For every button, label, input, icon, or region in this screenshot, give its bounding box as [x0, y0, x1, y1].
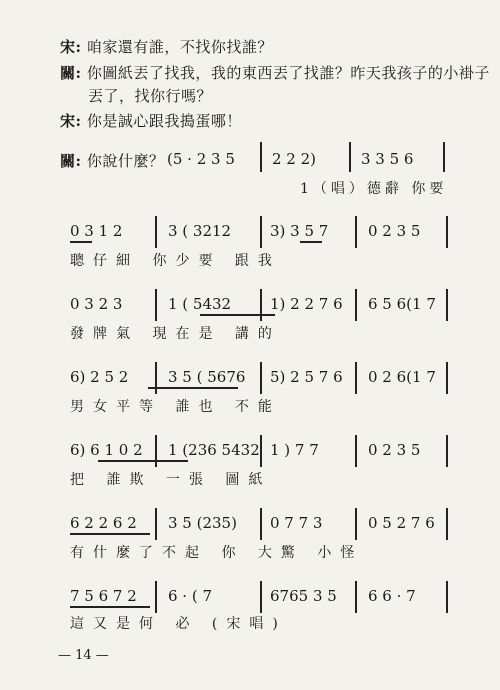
barline: [355, 362, 357, 394]
measure: 1 ( 5432: [168, 295, 232, 313]
barline: [355, 435, 357, 467]
measure: 5) 2 5 7 6: [270, 368, 343, 386]
measure: (5 · 2 3 5: [167, 150, 235, 168]
lyrics-line: 這又是何 必 (宋唱): [70, 616, 287, 632]
barline: [260, 508, 262, 540]
barline: [355, 508, 357, 540]
measure: 0 2 6(1 7: [368, 368, 436, 386]
barline: [155, 289, 157, 321]
measure: 3 5 ( 5676: [168, 368, 246, 386]
lyrics-line: 1（唱）德辭 你要: [300, 181, 448, 197]
measure: 6 · ( 7: [168, 587, 213, 605]
barline: [443, 142, 445, 172]
lyrics-line: 聰仔細 你少要 跟我: [70, 253, 281, 269]
dialogue-text: 你圖紙丟了找我，我的東西丟了找誰？昨天我孩子的小褂子: [86, 64, 490, 82]
speaker-label: 關:: [60, 152, 82, 170]
measure: 6 2 2 6 2: [70, 514, 137, 532]
measure: 6 6 · 7: [368, 587, 416, 605]
measure: 0 3 1 2: [70, 222, 123, 240]
barline: [260, 362, 262, 394]
song-lead-text: 你說什麼？: [86, 152, 165, 170]
speaker-label: 關:: [60, 64, 82, 82]
underline: [70, 606, 150, 608]
measure: 6) 6 1 0 2: [70, 441, 143, 459]
underline: [98, 460, 188, 462]
underline: [148, 387, 238, 389]
speaker-label: 宋:: [60, 38, 82, 56]
lyrics-line: 發牌氣 現在是 講的: [70, 326, 281, 342]
barline: [260, 435, 262, 467]
barline: [155, 216, 157, 248]
barline: [446, 508, 448, 540]
measure: 0 7 7 3: [270, 514, 323, 532]
dialogue-line: [60, 36, 273, 57]
dialogue-line: [60, 62, 490, 83]
measure: 3 3 5 6: [361, 150, 414, 168]
barline: [355, 289, 357, 321]
measure: 1 ) 7 7: [270, 441, 319, 459]
barline: [349, 142, 351, 172]
barline: [260, 216, 262, 248]
barline: [446, 289, 448, 321]
barline: [446, 581, 448, 613]
barline: [155, 362, 157, 394]
measure: 3 ( 3212: [168, 222, 232, 240]
dialogue-line: [88, 85, 212, 106]
barline: [355, 216, 357, 248]
barline: [155, 508, 157, 540]
measure: 2 2 2): [272, 150, 317, 168]
barline: [155, 435, 157, 467]
barline: [155, 581, 157, 613]
barline: [260, 289, 262, 321]
dialogue-text: 丟了，找你行嗎？: [88, 87, 213, 105]
dialogue-text: 你是誠心跟我搗蛋哪！: [86, 112, 242, 130]
lyrics-line: 男女平等 誰也 不能: [70, 399, 281, 415]
underline: [70, 241, 92, 243]
barline: [446, 435, 448, 467]
underline: [300, 241, 322, 243]
barline: [260, 142, 262, 172]
speaker-label: 宋:: [60, 112, 82, 130]
measure: 3 5 (235): [168, 514, 237, 532]
underline: [70, 533, 150, 535]
measure: 3) 3 5 7: [270, 222, 329, 240]
measure: 7 5 6 7 2: [70, 587, 137, 605]
barline: [260, 581, 262, 613]
song-intro: [60, 150, 164, 171]
measure: 0 3 2 3: [70, 295, 123, 313]
measure: 6 5 6(1 7: [368, 295, 436, 313]
underline: [200, 314, 275, 316]
dialogue-text: 咱家還有誰，不找你找誰？: [86, 38, 273, 56]
measure: 1) 2 2 7 6: [270, 295, 343, 313]
measure: 0 2 3 5: [368, 222, 421, 240]
measure: 6) 2 5 2: [70, 368, 129, 386]
lyrics-line: 有什麼了不起 你 大驚 小怪: [70, 545, 364, 561]
measure: 6765 3 5: [270, 587, 337, 605]
page-number: — 14 —: [58, 648, 109, 663]
barline: [355, 581, 357, 613]
barline: [446, 362, 448, 394]
dialogue-line: [60, 110, 242, 131]
measure: 0 5 2 7 6: [368, 514, 435, 532]
measure: 1 (236 5432: [168, 441, 260, 459]
lyrics-line: 把 誰欺 一張 圖紙: [70, 472, 272, 488]
barline: [446, 216, 448, 248]
measure: 0 2 3 5: [368, 441, 421, 459]
